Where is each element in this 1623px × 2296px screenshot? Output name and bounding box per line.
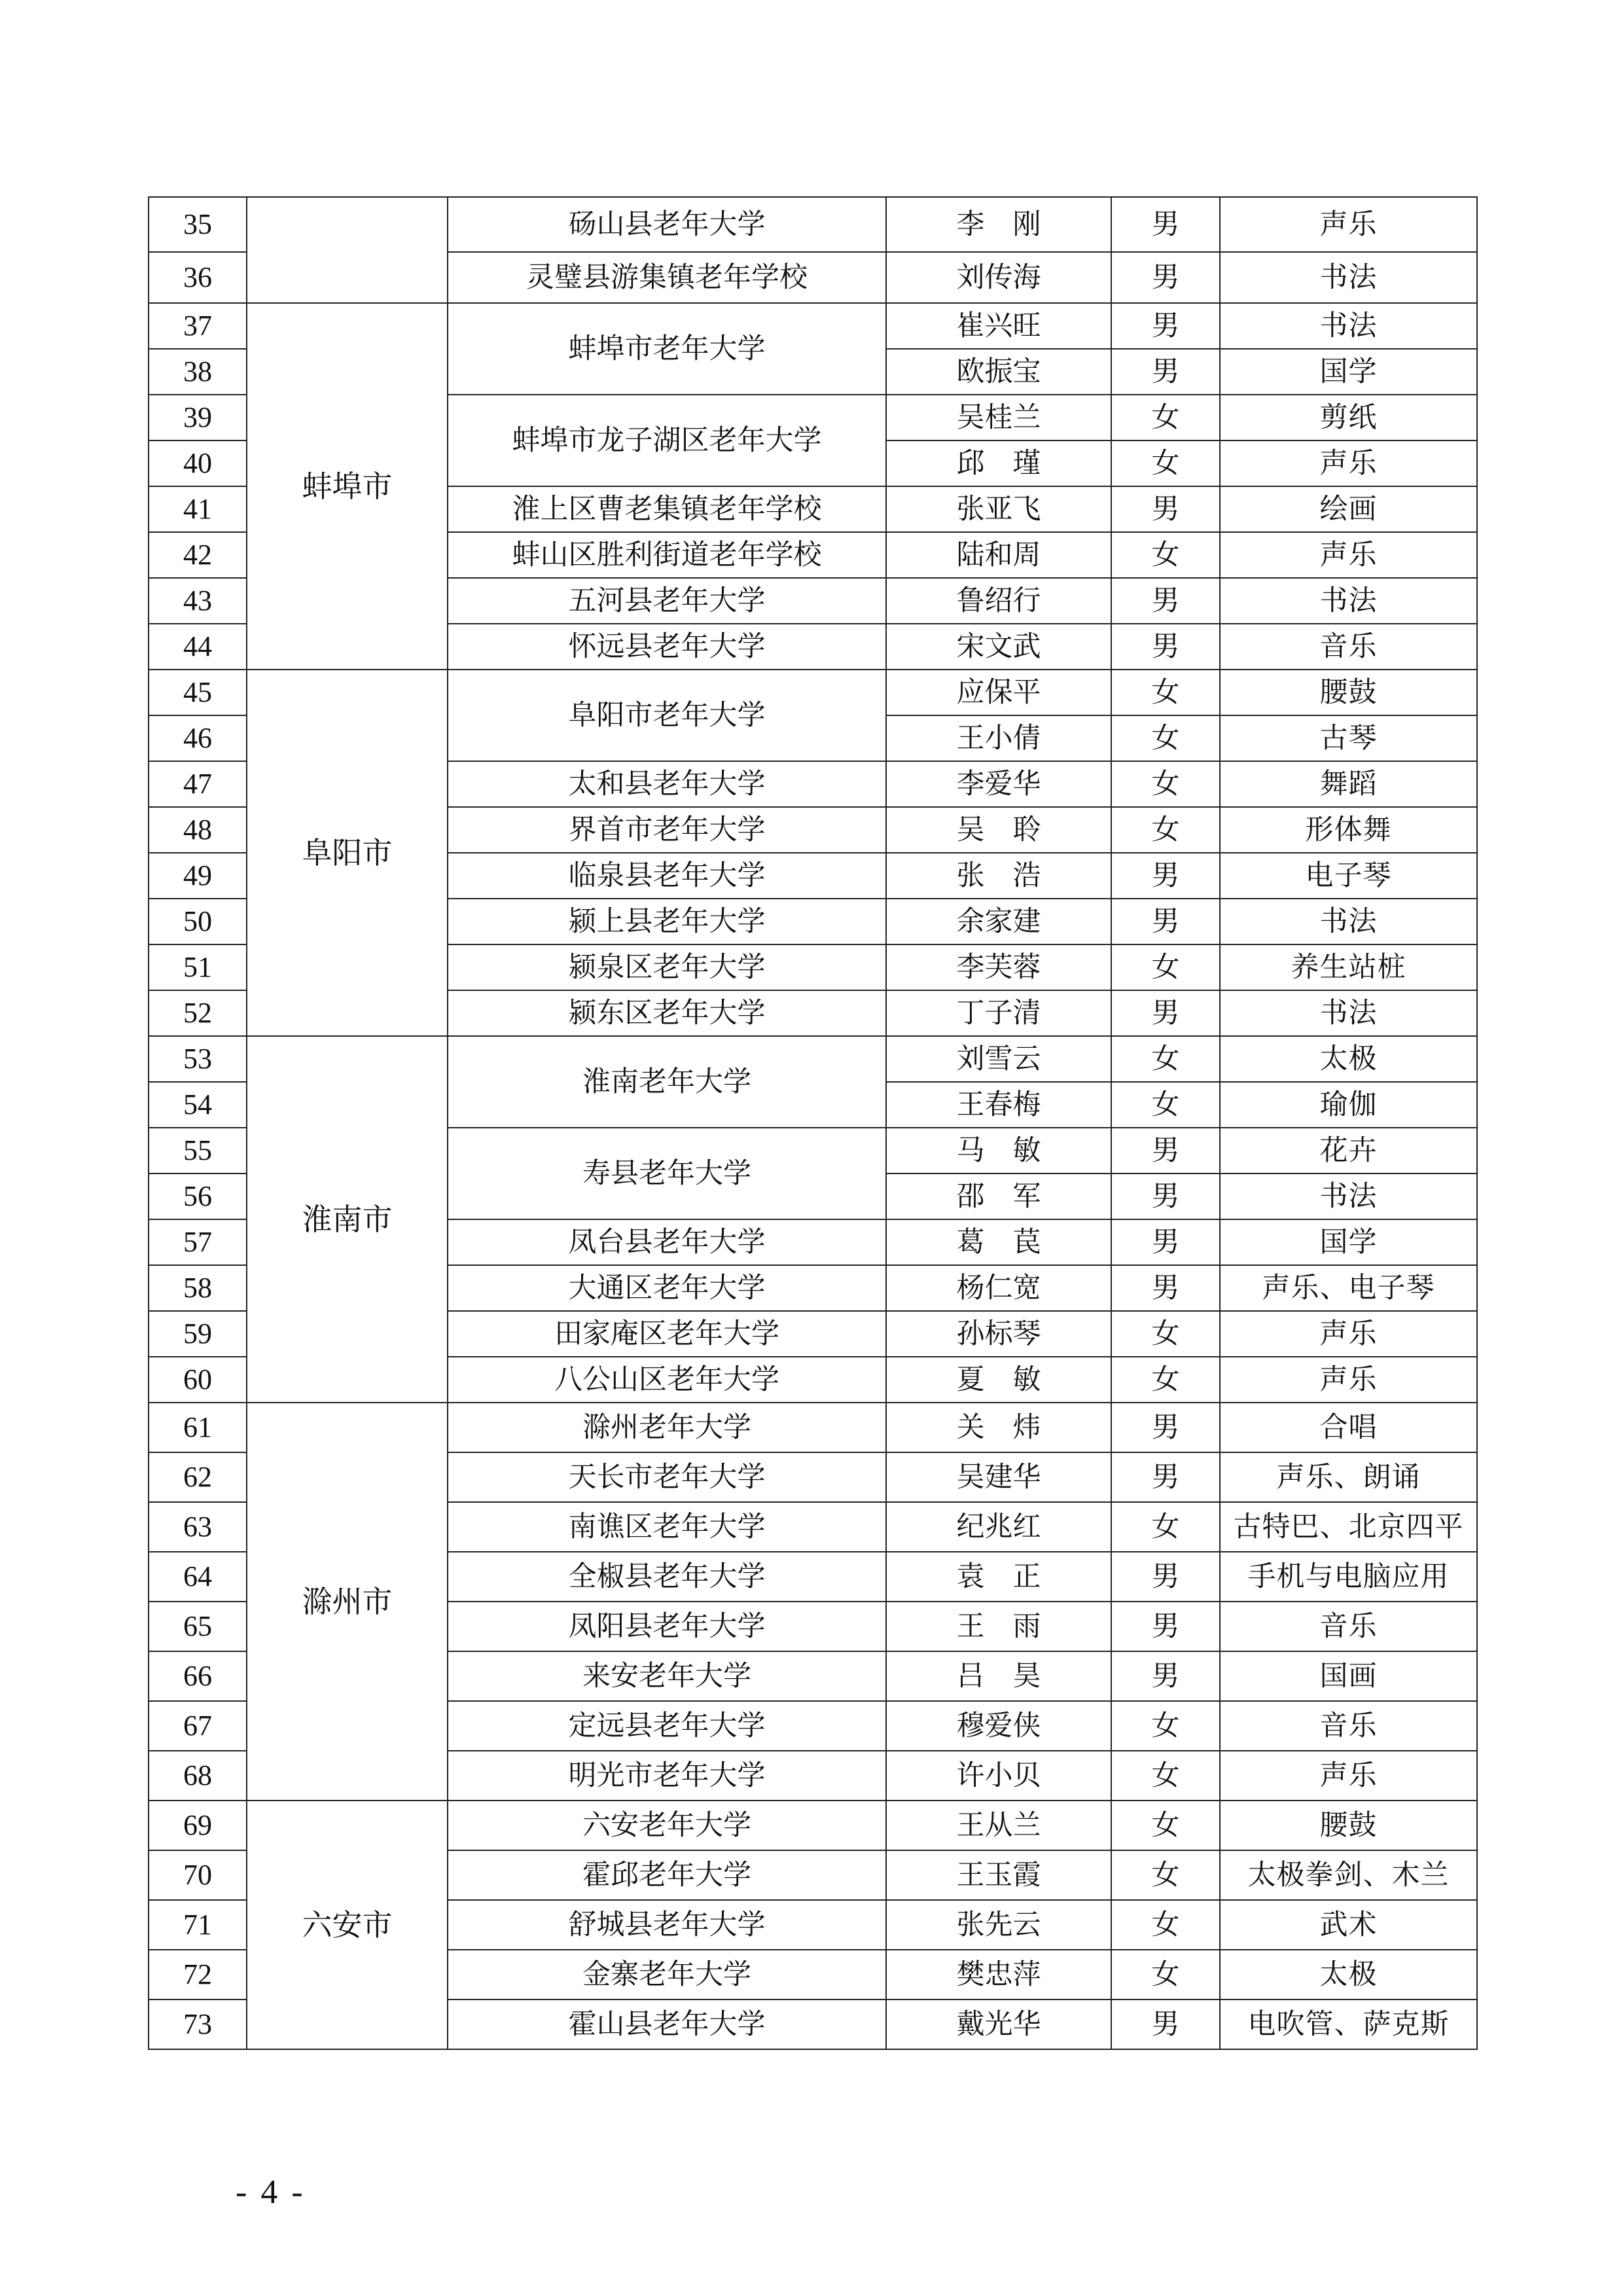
person-name: 欧振宝 (886, 349, 1111, 395)
course-cell: 书法 (1220, 1174, 1477, 1219)
school-cell: 寿县老年大学 (448, 1128, 886, 1219)
course-cell: 音乐 (1220, 624, 1477, 670)
gender-cell: 男 (1111, 1128, 1220, 1174)
course-cell: 腰鼓 (1220, 1801, 1477, 1850)
person-name: 纪兆红 (886, 1502, 1111, 1552)
table-row (149, 1403, 1477, 1452)
person-name: 邵 军 (886, 1174, 1111, 1219)
gender-cell: 女 (1111, 1801, 1220, 1850)
gender-cell: 女 (1111, 1502, 1220, 1552)
roster-table (148, 196, 1478, 2050)
row-number: 58 (149, 1265, 247, 1311)
table-row (149, 303, 1477, 349)
row-number: 62 (149, 1452, 247, 1502)
course-cell: 花卉 (1220, 1128, 1477, 1174)
row-number: 40 (149, 440, 247, 486)
course-cell: 音乐 (1220, 1602, 1477, 1651)
gender-cell: 男 (1111, 486, 1220, 532)
course-cell: 国画 (1220, 1651, 1477, 1701)
row-number: 38 (149, 349, 247, 395)
row-number: 68 (149, 1751, 247, 1801)
school-cell: 凤台县老年大学 (448, 1219, 886, 1265)
person-name: 刘雪云 (886, 1036, 1111, 1082)
gender-cell: 女 (1111, 1751, 1220, 1801)
person-name: 许小贝 (886, 1751, 1111, 1801)
course-cell: 古琴 (1220, 715, 1477, 761)
school-cell: 霍邱老年大学 (448, 1850, 886, 1900)
person-name: 马 敏 (886, 1128, 1111, 1174)
person-name: 穆爱侠 (886, 1701, 1111, 1751)
row-number: 36 (149, 252, 247, 303)
school-cell: 来安老年大学 (448, 1651, 886, 1701)
school-cell: 颍东区老年大学 (448, 990, 886, 1036)
gender-cell: 男 (1111, 252, 1220, 303)
person-name: 袁 正 (886, 1552, 1111, 1602)
person-name: 丁子清 (886, 990, 1111, 1036)
school-cell: 田家庵区老年大学 (448, 1311, 886, 1357)
course-cell: 养生站桩 (1220, 944, 1477, 990)
person-name: 李爱华 (886, 761, 1111, 807)
gender-cell: 男 (1111, 853, 1220, 899)
row-number: 61 (149, 1403, 247, 1452)
row-number: 72 (149, 1950, 247, 2000)
school-cell: 蚌埠市龙子湖区老年大学 (448, 395, 886, 486)
course-cell: 电吹管、萨克斯 (1220, 2000, 1477, 2049)
course-cell: 武术 (1220, 1900, 1477, 1950)
person-name: 王玉霞 (886, 1850, 1111, 1900)
gender-cell: 男 (1111, 1219, 1220, 1265)
row-number: 46 (149, 715, 247, 761)
course-cell: 声乐 (1220, 1751, 1477, 1801)
person-name: 鲁绍行 (886, 578, 1111, 624)
school-cell: 六安老年大学 (448, 1801, 886, 1850)
course-cell: 绘画 (1220, 486, 1477, 532)
school-cell: 八公山区老年大学 (448, 1357, 886, 1403)
school-cell: 太和县老年大学 (448, 761, 886, 807)
table-row (149, 197, 1477, 252)
row-number: 69 (149, 1801, 247, 1850)
school-cell: 全椒县老年大学 (448, 1552, 886, 1602)
course-cell: 声乐 (1220, 532, 1477, 578)
page-number: - 4 - (236, 2174, 306, 2211)
person-name: 崔兴旺 (886, 303, 1111, 349)
gender-cell: 女 (1111, 1311, 1220, 1357)
gender-cell: 男 (1111, 990, 1220, 1036)
person-name: 孙标琴 (886, 1311, 1111, 1357)
person-name: 戴光华 (886, 2000, 1111, 2049)
gender-cell: 女 (1111, 1701, 1220, 1751)
city-cell (247, 197, 448, 303)
course-cell: 声乐 (1220, 440, 1477, 486)
school-cell: 蚌埠市老年大学 (448, 303, 886, 395)
row-number: 54 (149, 1082, 247, 1128)
school-cell: 大通区老年大学 (448, 1265, 886, 1311)
person-name: 张亚飞 (886, 486, 1111, 532)
row-number: 43 (149, 578, 247, 624)
gender-cell: 男 (1111, 1403, 1220, 1452)
person-name: 吴桂兰 (886, 395, 1111, 440)
table-row (149, 670, 1477, 715)
table-row (149, 1036, 1477, 1082)
course-cell: 书法 (1220, 899, 1477, 944)
course-cell: 声乐 (1220, 1357, 1477, 1403)
person-name: 葛 苠 (886, 1219, 1111, 1265)
school-cell: 灵璧县游集镇老年学校 (448, 252, 886, 303)
school-cell: 天长市老年大学 (448, 1452, 886, 1502)
gender-cell: 女 (1111, 1900, 1220, 1950)
person-name: 陆和周 (886, 532, 1111, 578)
course-cell: 太极拳剑、木兰 (1220, 1850, 1477, 1900)
course-cell: 剪纸 (1220, 395, 1477, 440)
gender-cell: 男 (1111, 1651, 1220, 1701)
row-number: 51 (149, 944, 247, 990)
row-number: 71 (149, 1900, 247, 1950)
school-cell: 阜阳市老年大学 (448, 670, 886, 761)
gender-cell: 男 (1111, 1552, 1220, 1602)
course-cell: 书法 (1220, 303, 1477, 349)
row-number: 57 (149, 1219, 247, 1265)
gender-cell: 女 (1111, 944, 1220, 990)
city-cell: 六安市 (247, 1801, 448, 2049)
city-cell: 淮南市 (247, 1036, 448, 1403)
course-cell: 瑜伽 (1220, 1082, 1477, 1128)
row-number: 52 (149, 990, 247, 1036)
city-cell: 蚌埠市 (247, 303, 448, 670)
course-cell: 太极 (1220, 1036, 1477, 1082)
gender-cell: 男 (1111, 899, 1220, 944)
row-number: 48 (149, 807, 247, 853)
school-cell: 界首市老年大学 (448, 807, 886, 853)
course-cell: 古特巴、北京四平 (1220, 1502, 1477, 1552)
course-cell: 手机与电脑应用 (1220, 1552, 1477, 1602)
gender-cell: 女 (1111, 761, 1220, 807)
row-number: 42 (149, 532, 247, 578)
course-cell: 书法 (1220, 578, 1477, 624)
row-number: 70 (149, 1850, 247, 1900)
person-name: 王春梅 (886, 1082, 1111, 1128)
course-cell: 声乐、朗诵 (1220, 1452, 1477, 1502)
school-cell: 蚌山区胜利街道老年学校 (448, 532, 886, 578)
course-cell: 国学 (1220, 1219, 1477, 1265)
gender-cell: 男 (1111, 1602, 1220, 1651)
gender-cell: 男 (1111, 624, 1220, 670)
course-cell: 书法 (1220, 252, 1477, 303)
person-name: 李芙蓉 (886, 944, 1111, 990)
school-cell: 五河县老年大学 (448, 578, 886, 624)
course-cell: 舞蹈 (1220, 761, 1477, 807)
person-name: 宋文武 (886, 624, 1111, 670)
gender-cell: 女 (1111, 1357, 1220, 1403)
row-number: 37 (149, 303, 247, 349)
gender-cell: 女 (1111, 1850, 1220, 1900)
row-number: 35 (149, 197, 247, 252)
course-cell: 电子琴 (1220, 853, 1477, 899)
course-cell: 音乐 (1220, 1701, 1477, 1751)
row-number: 53 (149, 1036, 247, 1082)
person-name: 李 刚 (886, 197, 1111, 252)
gender-cell: 男 (1111, 197, 1220, 252)
course-cell: 太极 (1220, 1950, 1477, 2000)
person-name: 樊忠萍 (886, 1950, 1111, 2000)
person-name: 吕 昊 (886, 1651, 1111, 1701)
row-number: 66 (149, 1651, 247, 1701)
person-name: 余家建 (886, 899, 1111, 944)
table-body (149, 197, 1477, 2049)
row-number: 49 (149, 853, 247, 899)
school-cell: 淮南老年大学 (448, 1036, 886, 1128)
person-name: 邱 瑾 (886, 440, 1111, 486)
row-number: 65 (149, 1602, 247, 1651)
gender-cell: 女 (1111, 1036, 1220, 1082)
person-name: 王 雨 (886, 1602, 1111, 1651)
school-cell: 霍山县老年大学 (448, 2000, 886, 2049)
course-cell: 声乐、电子琴 (1220, 1265, 1477, 1311)
school-cell: 淮上区曹老集镇老年学校 (448, 486, 886, 532)
table-row (149, 1801, 1477, 1850)
course-cell: 声乐 (1220, 197, 1477, 252)
school-cell: 颍上县老年大学 (448, 899, 886, 944)
school-cell: 颍泉区老年大学 (448, 944, 886, 990)
person-name: 王小倩 (886, 715, 1111, 761)
school-cell: 怀远县老年大学 (448, 624, 886, 670)
gender-cell: 女 (1111, 807, 1220, 853)
row-number: 73 (149, 2000, 247, 2049)
school-cell: 金寨老年大学 (448, 1950, 886, 2000)
course-cell: 声乐 (1220, 1311, 1477, 1357)
gender-cell: 男 (1111, 1265, 1220, 1311)
row-number: 47 (149, 761, 247, 807)
school-cell: 南谯区老年大学 (448, 1502, 886, 1552)
school-cell: 舒城县老年大学 (448, 1900, 886, 1950)
person-name: 杨仁宽 (886, 1265, 1111, 1311)
course-cell: 国学 (1220, 349, 1477, 395)
person-name: 应保平 (886, 670, 1111, 715)
person-name: 王从兰 (886, 1801, 1111, 1850)
school-cell: 临泉县老年大学 (448, 853, 886, 899)
row-number: 59 (149, 1311, 247, 1357)
row-number: 63 (149, 1502, 247, 1552)
person-name: 吴建华 (886, 1452, 1111, 1502)
person-name: 张 浩 (886, 853, 1111, 899)
row-number: 64 (149, 1552, 247, 1602)
course-cell: 合唱 (1220, 1403, 1477, 1452)
row-number: 56 (149, 1174, 247, 1219)
person-name: 夏 敏 (886, 1357, 1111, 1403)
gender-cell: 男 (1111, 349, 1220, 395)
gender-cell: 女 (1111, 532, 1220, 578)
row-number: 39 (149, 395, 247, 440)
gender-cell: 男 (1111, 1452, 1220, 1502)
gender-cell: 男 (1111, 303, 1220, 349)
person-name: 刘传海 (886, 252, 1111, 303)
row-number: 60 (149, 1357, 247, 1403)
gender-cell: 男 (1111, 1174, 1220, 1219)
person-name: 吴 聆 (886, 807, 1111, 853)
school-cell: 滁州老年大学 (448, 1403, 886, 1452)
city-cell: 阜阳市 (247, 670, 448, 1036)
school-cell: 明光市老年大学 (448, 1751, 886, 1801)
person-name: 张先云 (886, 1900, 1111, 1950)
school-cell: 砀山县老年大学 (448, 197, 886, 252)
row-number: 67 (149, 1701, 247, 1751)
row-number: 44 (149, 624, 247, 670)
row-number: 50 (149, 899, 247, 944)
gender-cell: 男 (1111, 578, 1220, 624)
course-cell: 腰鼓 (1220, 670, 1477, 715)
gender-cell: 女 (1111, 395, 1220, 440)
person-name: 关 炜 (886, 1403, 1111, 1452)
row-number: 55 (149, 1128, 247, 1174)
gender-cell: 女 (1111, 670, 1220, 715)
course-cell: 书法 (1220, 990, 1477, 1036)
school-cell: 凤阳县老年大学 (448, 1602, 886, 1651)
gender-cell: 女 (1111, 440, 1220, 486)
course-cell: 形体舞 (1220, 807, 1477, 853)
gender-cell: 女 (1111, 1950, 1220, 2000)
school-cell: 定远县老年大学 (448, 1701, 886, 1751)
gender-cell: 男 (1111, 2000, 1220, 2049)
gender-cell: 女 (1111, 715, 1220, 761)
gender-cell: 女 (1111, 1082, 1220, 1128)
row-number: 41 (149, 486, 247, 532)
row-number: 45 (149, 670, 247, 715)
city-cell: 滁州市 (247, 1403, 448, 1801)
